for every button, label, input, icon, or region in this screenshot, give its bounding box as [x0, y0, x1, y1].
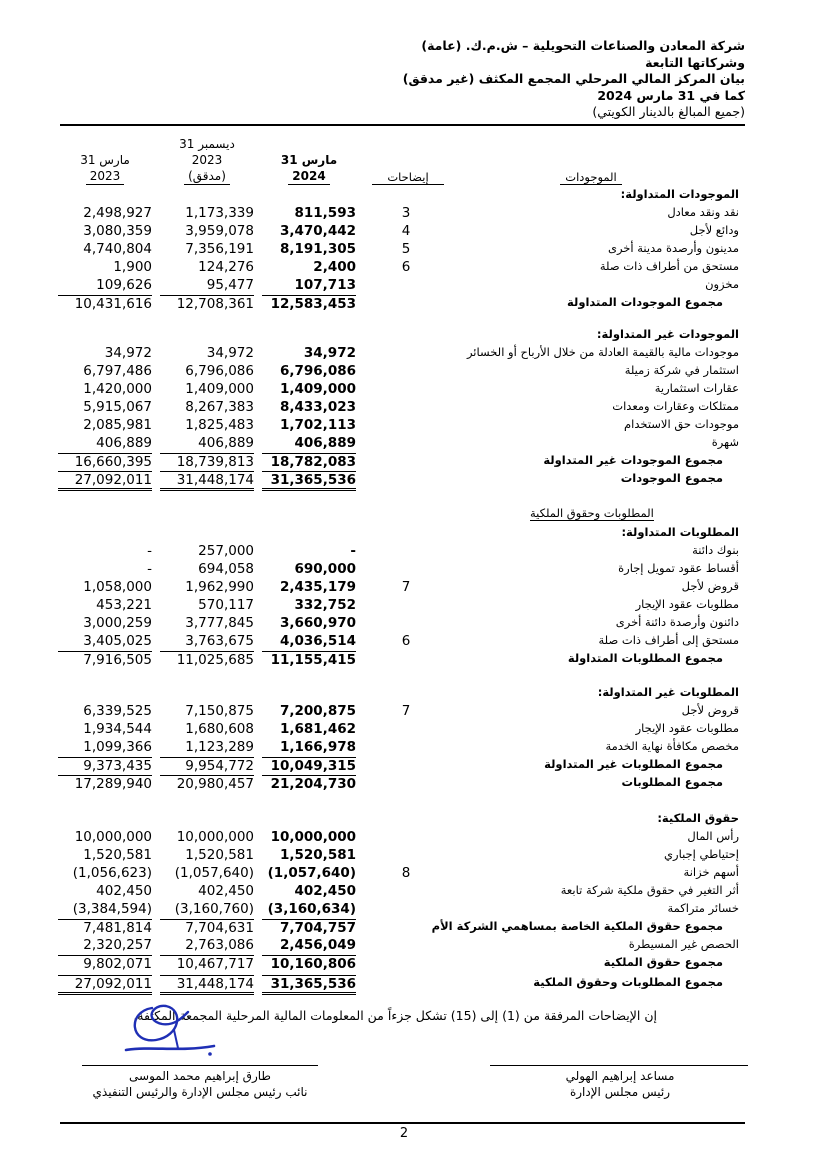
- notes-disclaimer: إن الإيضاحات المرفقة من (1) إلى (15) تشكل جزءاً من المعلومات المالية المرحلية المجمعة المكثفة.: [133, 1008, 657, 1023]
- row-note-ref: 4: [401, 223, 411, 239]
- value-mar-2024: 1,702,113: [279, 417, 356, 433]
- header-divider: [60, 124, 745, 126]
- value-mar-2024: 8,191,305: [279, 241, 356, 257]
- table-row: [0, 846, 827, 864]
- row-label: مجموع المطلوبات: [621, 775, 723, 789]
- row-label: مجموع الموجودات: [620, 471, 723, 485]
- value-mar-2024: 2,456,049: [279, 937, 356, 953]
- total-row: [0, 974, 827, 992]
- value-mar-2024: (3,160,634): [267, 901, 356, 917]
- value-mar-2023: 1,420,000: [83, 381, 152, 397]
- table-row: [0, 936, 827, 954]
- value-mar-2024: 8,433,023: [279, 399, 356, 415]
- row-label: نقد ونقد معادل: [667, 205, 739, 219]
- value-dec-2023: 402,450: [198, 883, 254, 899]
- row-label: حقوق الملكية:: [657, 811, 739, 825]
- value-dec-2023: 31,448,174: [160, 975, 254, 995]
- value-dec-2023: 3,777,845: [185, 615, 254, 631]
- total-row: [0, 954, 827, 972]
- value-mar-2023: 6,339,525: [83, 703, 152, 719]
- value-mar-2023: (3,384,594): [72, 901, 152, 917]
- row-label: المطلوبات المتداولة:: [621, 525, 739, 539]
- row-label: ودائع لأجل: [689, 223, 739, 237]
- row-label: مجموع المطلوبات وحقوق الملكية: [533, 975, 723, 989]
- column-header-year: 2023: [86, 168, 125, 185]
- row-label: إحتياطي إجباري: [664, 847, 739, 861]
- value-mar-2024: 402,450: [294, 883, 356, 899]
- value-dec-2023: 257,000: [198, 543, 254, 559]
- total-row: [0, 470, 827, 488]
- value-dec-2023: 3,763,675: [185, 633, 254, 649]
- row-label: مجموع الموجودات المتداولة: [567, 295, 723, 309]
- value-mar-2023: 1,900: [113, 259, 152, 275]
- value-mar-2023: 16,660,395: [58, 453, 152, 470]
- value-mar-2024: 2,400: [313, 259, 356, 275]
- row-label: شهرة: [711, 435, 739, 449]
- statement-date: كما في 31 مارس 2024: [597, 87, 745, 103]
- signatory-name: طارق إبراهيم محمد الموسى: [129, 1069, 271, 1083]
- row-label: مجموع المطلوبات غير المتداولة: [544, 757, 723, 771]
- row-label: بنوك دائنة: [692, 543, 739, 557]
- row-label: استثمار في شركة زميلة: [624, 363, 739, 377]
- value-mar-2023: (1,056,623): [72, 865, 152, 881]
- column-header-line: 31 مارس: [280, 153, 338, 167]
- total-row: [0, 452, 827, 470]
- value-mar-2024: -: [350, 543, 356, 559]
- column-header-line: 31 مارس: [80, 153, 130, 167]
- row-label: رأس المال: [687, 829, 739, 843]
- row-label: مدينون وأرصدة مدينة أخرى: [607, 241, 739, 255]
- row-label: المطلوبات غير المتداولة:: [597, 685, 739, 699]
- row-label: مجموع حقوق الملكية: [603, 955, 723, 969]
- value-dec-2023: 34,972: [206, 345, 254, 361]
- value-dec-2023: 12,708,361: [160, 295, 254, 312]
- value-dec-2023: 694,058: [198, 561, 254, 577]
- row-label: مخزون: [705, 277, 739, 291]
- row-label: مخصص مكافأة نهاية الخدمة: [605, 739, 739, 753]
- table-row: [0, 560, 827, 578]
- value-dec-2023: (3,160,760): [174, 901, 254, 917]
- value-dec-2023: 3,959,078: [185, 223, 254, 239]
- currency-note: (جميع المبالغ بالدينار الكويتي): [592, 104, 745, 119]
- signatory-name: مساعد إبراهيم الهولي: [565, 1069, 675, 1083]
- row-label: الحصص غير المسيطرة: [628, 937, 739, 951]
- table-row: [0, 596, 827, 614]
- value-mar-2024: 2,435,179: [279, 579, 356, 595]
- value-dec-2023: 1,409,000: [185, 381, 254, 397]
- table-row: [0, 204, 827, 222]
- table-row: [0, 542, 827, 560]
- value-mar-2023: 6,797,486: [83, 363, 152, 379]
- row-label: موجودات مالية بالقيمة العادلة من خلال الأرباح أو الخسائر: [466, 345, 739, 359]
- table-row: [0, 578, 827, 596]
- value-dec-2023: 8,267,383: [185, 399, 254, 415]
- row-note-ref: 7: [401, 579, 411, 595]
- value-mar-2023: 9,373,435: [58, 757, 152, 774]
- value-dec-2023: 20,980,457: [160, 775, 254, 792]
- column-header-year: 2023: [191, 153, 223, 167]
- value-mar-2023: -: [147, 561, 152, 577]
- value-dec-2023: 1,123,289: [185, 739, 254, 755]
- total-row: [0, 650, 827, 668]
- value-mar-2024: 31,365,536: [262, 471, 356, 491]
- value-mar-2024: 7,704,757: [262, 919, 356, 936]
- table-row: [0, 240, 827, 258]
- table-row: [0, 434, 827, 452]
- value-mar-2024: 10,160,806: [262, 955, 356, 972]
- column-header-line: 31 ديسمبر: [179, 137, 235, 151]
- row-label: موجودات حق الاستخدام: [624, 417, 739, 431]
- value-mar-2024: 10,049,315: [262, 757, 356, 774]
- row-label: مستحق من أطراف ذات صلة: [599, 259, 739, 273]
- value-mar-2023: 3,405,025: [83, 633, 152, 649]
- value-mar-2023: 27,092,011: [58, 471, 152, 491]
- value-mar-2023: 453,221: [96, 597, 152, 613]
- section-row: [0, 684, 827, 702]
- value-mar-2023: 406,889: [96, 435, 152, 451]
- total-row: [0, 774, 827, 792]
- table-row: [0, 258, 827, 276]
- table-row: [0, 632, 827, 650]
- value-dec-2023: 31,448,174: [160, 471, 254, 491]
- value-mar-2023: 2,498,927: [83, 205, 152, 221]
- signatory-title: رئيس مجلس الإدارة: [569, 1085, 671, 1099]
- value-dec-2023: 406,889: [198, 435, 254, 451]
- table-row: [0, 720, 827, 738]
- row-label: الموجودات المتداولة:: [620, 187, 739, 201]
- row-label: دائنون وأرصدة دائنة أخرى: [615, 615, 739, 629]
- row-note-ref: 7: [401, 703, 411, 719]
- signature-line-right: [490, 1065, 748, 1066]
- statement-header: [403, 38, 745, 121]
- value-mar-2023: 10,431,616: [58, 295, 152, 312]
- row-label: مجموع الموجودات غير المتداولة: [543, 453, 723, 467]
- table-row: [0, 416, 827, 434]
- value-mar-2023: 3,000,259: [83, 615, 152, 631]
- value-mar-2024: 1,166,978: [279, 739, 356, 755]
- row-label: أقساط عقود تمويل إجارة: [618, 561, 739, 575]
- value-dec-2023: 7,356,191: [185, 241, 254, 257]
- table-row: [0, 900, 827, 918]
- column-header-dec-2023: [160, 136, 254, 185]
- value-dec-2023: 10,467,717: [160, 955, 254, 972]
- signature-mark: [122, 1000, 232, 1062]
- value-dec-2023: 11,025,685: [160, 651, 254, 668]
- value-dec-2023: 18,739,813: [160, 453, 254, 470]
- value-mar-2023: 1,520,581: [83, 847, 152, 863]
- value-mar-2024: 332,752: [294, 597, 356, 613]
- row-label: مطلوبات عقود الإيجار: [635, 597, 739, 611]
- liabilities-equity-heading: المطلوبات وحقوق الملكية: [530, 506, 654, 520]
- value-dec-2023: 1,173,339: [185, 205, 254, 221]
- value-dec-2023: 10,000,000: [176, 829, 254, 845]
- value-mar-2024: 6,796,086: [279, 363, 356, 379]
- value-dec-2023: 1,680,608: [185, 721, 254, 737]
- signatory-left: [72, 1068, 328, 1100]
- section-row: [0, 186, 827, 204]
- row-label: مجموع حقوق الملكية الخاصة بمساهمي الشركة الأم: [431, 919, 723, 933]
- row-label: أسهم خزانة: [683, 865, 739, 879]
- table-row: [0, 362, 827, 380]
- value-mar-2024: 690,000: [294, 561, 356, 577]
- value-mar-2023: 34,972: [104, 345, 152, 361]
- row-label: ممتلكات وعقارات ومعدات: [612, 399, 739, 413]
- row-label: مجموع المطلوبات المتداولة: [567, 651, 723, 665]
- value-mar-2023: 17,289,940: [58, 775, 152, 792]
- row-note-ref: 6: [401, 633, 411, 649]
- table-row: [0, 882, 827, 900]
- column-header-mar-2023: [58, 152, 152, 185]
- value-dec-2023: (1,057,640): [174, 865, 254, 881]
- value-mar-2024: 7,200,875: [279, 703, 356, 719]
- table-row: [0, 398, 827, 416]
- table-row: [0, 828, 827, 846]
- value-dec-2023: 570,117: [198, 597, 254, 613]
- value-mar-2024: 1,520,581: [279, 847, 356, 863]
- value-mar-2024: 3,660,970: [279, 615, 356, 631]
- footer-divider: [60, 1122, 745, 1124]
- value-dec-2023: 1,520,581: [185, 847, 254, 863]
- value-mar-2023: 109,626: [96, 277, 152, 293]
- value-mar-2023: 2,085,981: [83, 417, 152, 433]
- page-number: 2: [399, 1126, 409, 1141]
- row-label: مستحق إلى أطراف ذات صلة: [598, 633, 739, 647]
- section-row: [0, 326, 827, 344]
- value-mar-2024: 4,036,514: [279, 633, 356, 649]
- value-mar-2023: 2,320,257: [83, 937, 152, 953]
- table-row: [0, 344, 827, 362]
- value-mar-2023: 3,080,359: [83, 223, 152, 239]
- value-dec-2023: 1,825,483: [185, 417, 254, 433]
- signatory-right: [500, 1068, 740, 1100]
- value-dec-2023: 124,276: [198, 259, 254, 275]
- row-label: أثر التغير في حقوق ملكية شركة تابعة: [560, 883, 739, 897]
- total-row: [0, 294, 827, 312]
- statement-title: بيان المركز المالي المرحلي المجمع المكثف (غير مدقق): [402, 71, 745, 86]
- signatory-title: نائب رئيس مجلس الإدارة والرئيس التنفيذي: [92, 1085, 308, 1099]
- value-mar-2023: 4,740,804: [83, 241, 152, 257]
- value-mar-2024: 18,782,083: [262, 453, 356, 470]
- value-mar-2024: (1,057,640): [267, 865, 356, 881]
- value-mar-2023: 10,000,000: [74, 829, 152, 845]
- row-note-ref: 5: [401, 241, 411, 257]
- assets-heading: الموجودات: [560, 170, 622, 185]
- value-mar-2023: -: [147, 543, 152, 559]
- table-row: [0, 614, 827, 632]
- value-mar-2023: 402,450: [96, 883, 152, 899]
- value-dec-2023: 7,150,875: [185, 703, 254, 719]
- value-mar-2024: 1,409,000: [279, 381, 356, 397]
- value-mar-2024: 11,155,415: [262, 651, 356, 668]
- column-header-mar-2024: [262, 152, 356, 185]
- row-label: الموجودات غير المتداولة:: [596, 327, 739, 341]
- value-mar-2024: 811,593: [294, 205, 356, 221]
- table-row: [0, 864, 827, 882]
- table-row: [0, 380, 827, 398]
- table-row: [0, 738, 827, 756]
- value-dec-2023: 1,962,990: [185, 579, 254, 595]
- value-mar-2024: 12,583,453: [262, 295, 356, 312]
- total-row: [0, 756, 827, 774]
- value-dec-2023: 2,763,086: [185, 937, 254, 953]
- value-mar-2024: 406,889: [294, 435, 356, 451]
- value-mar-2023: 1,058,000: [83, 579, 152, 595]
- section-row: [0, 524, 827, 542]
- row-note-ref: 3: [401, 205, 411, 221]
- company-name: شركة المعادن والصناعات التحويلية – ش.م.ك. (عامة): [421, 38, 745, 53]
- value-mar-2023: 9,802,071: [58, 955, 152, 972]
- company-subsidiaries: وشركاتها التابعة: [645, 54, 745, 70]
- row-label: قروض لأجل: [681, 579, 739, 593]
- value-mar-2024: 107,713: [294, 277, 356, 293]
- row-label: مطلوبات عقود الإيجار: [635, 721, 739, 735]
- table-row: [0, 702, 827, 720]
- value-mar-2024: 1,681,462: [279, 721, 356, 737]
- row-note-ref: 8: [401, 865, 411, 881]
- value-mar-2023: 5,915,067: [83, 399, 152, 415]
- column-header-audited: (مدقق): [184, 168, 230, 185]
- value-mar-2023: 7,481,814: [58, 919, 152, 936]
- value-mar-2024: 3,470,442: [279, 223, 356, 239]
- table-row: [0, 222, 827, 240]
- value-dec-2023: 7,704,631: [160, 919, 254, 936]
- row-label: خسائر متراكمة: [667, 901, 739, 915]
- row-note-ref: 6: [401, 259, 411, 275]
- value-mar-2023: 27,092,011: [58, 975, 152, 995]
- value-mar-2023: 1,099,366: [83, 739, 152, 755]
- value-mar-2023: 7,916,505: [58, 651, 152, 668]
- value-dec-2023: 9,954,772: [160, 757, 254, 774]
- column-header-year: 2024: [288, 168, 329, 185]
- row-label: عقارات استثمارية: [654, 381, 739, 395]
- value-mar-2024: 10,000,000: [270, 829, 356, 845]
- total-row: [0, 918, 827, 936]
- section-row: [0, 810, 827, 828]
- value-dec-2023: 95,477: [206, 277, 254, 293]
- row-label: قروض لأجل: [681, 703, 739, 717]
- value-dec-2023: 6,796,086: [185, 363, 254, 379]
- value-mar-2024: 21,204,730: [262, 775, 356, 792]
- value-mar-2023: 1,934,544: [83, 721, 152, 737]
- signature-line-left: [82, 1065, 318, 1066]
- table-row: [0, 276, 827, 294]
- value-mar-2024: 34,972: [303, 345, 356, 361]
- value-mar-2024: 31,365,536: [262, 975, 356, 995]
- notes-column-header: إيضاحات: [372, 170, 444, 185]
